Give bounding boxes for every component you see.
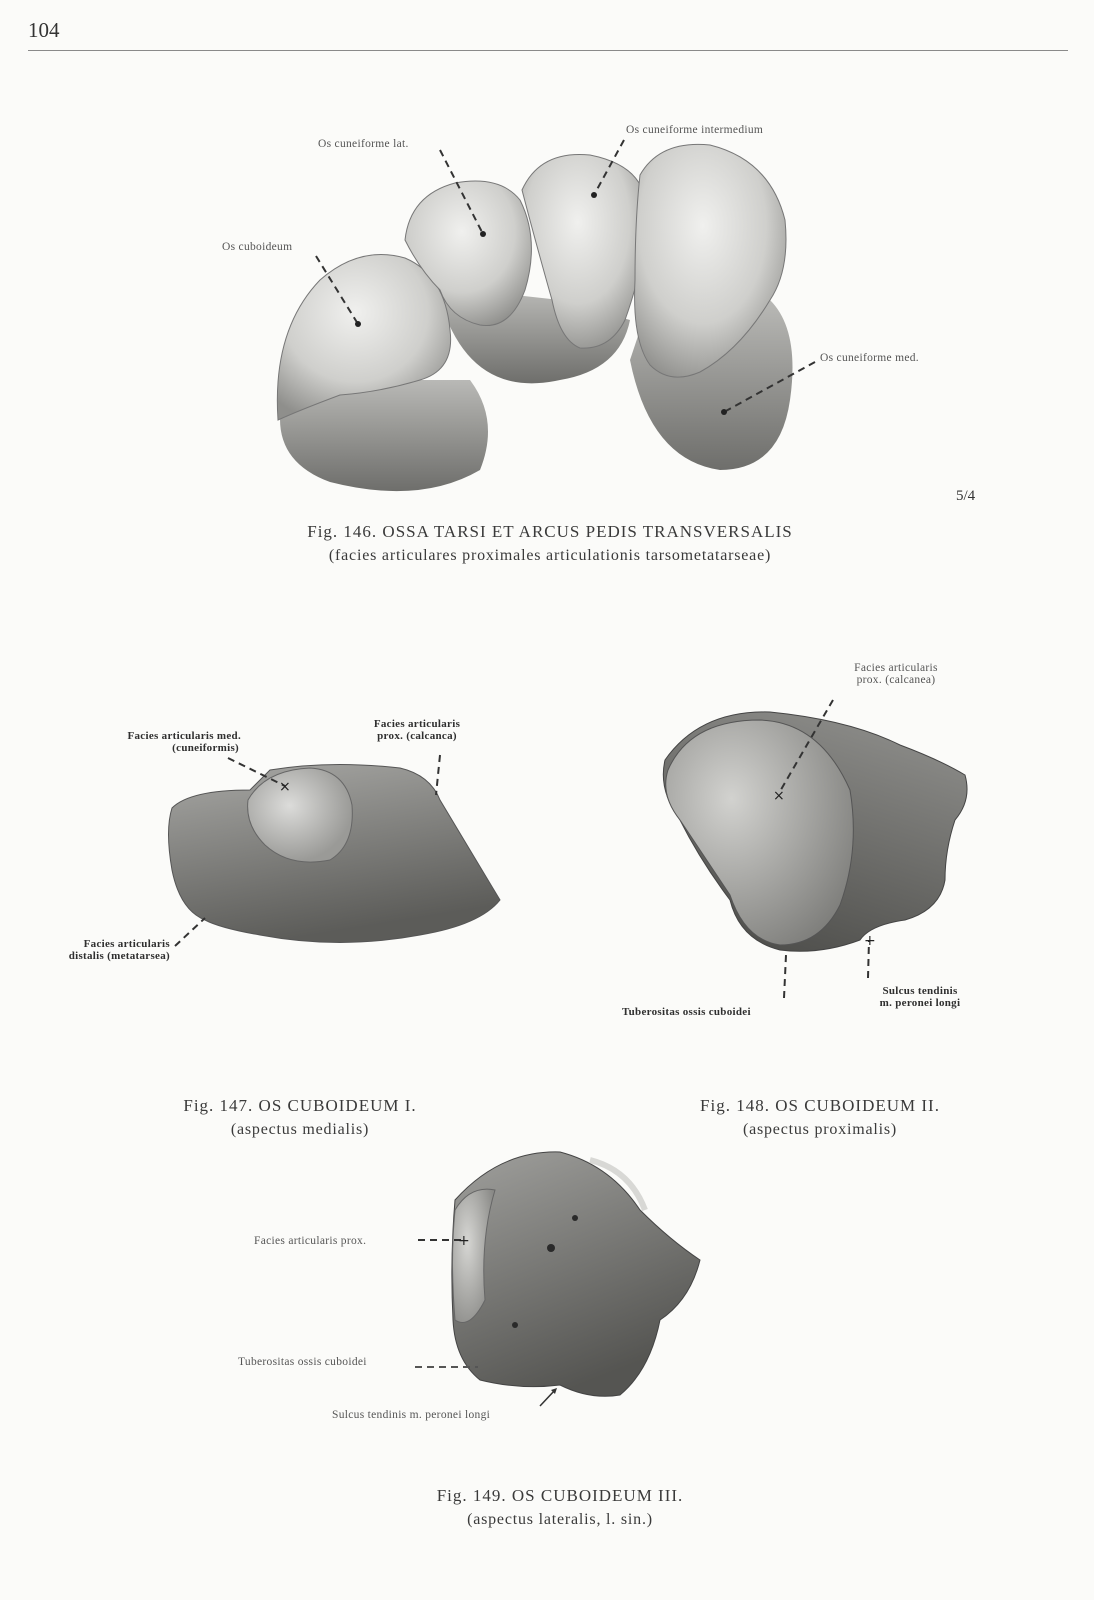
fig146-caption <box>200 520 900 568</box>
fig149-label-facies-prox: Facies articularis prox. <box>254 1235 367 1247</box>
fig147-label-facies-dist-line2: distalis (metatarsea) <box>68 950 170 962</box>
fig146-illustration <box>0 0 1094 520</box>
fig148-label-facies-prox-line1: Facies articularis <box>854 662 938 674</box>
fig148-label-tuberositas: Tuberositas ossis cuboidei <box>622 1006 751 1018</box>
fig149-label-sulcus: Sulcus tendinis m. peronei longi <box>332 1409 491 1421</box>
label-cuboideum: Os cuboideum <box>222 241 293 253</box>
fig147-label-facies-prox-line2: prox. (calcanca) <box>377 730 457 742</box>
fig149-caption <box>380 1484 740 1532</box>
fig149-caption-subtitle: (aspectus lateralis, l. sin.) <box>467 1511 653 1528</box>
fig147-caption-title: Fig. 147. OS CUBOIDEUM I. <box>183 1096 417 1115</box>
leader-facies-prox <box>436 755 440 795</box>
fig147-label-facies-prox <box>352 718 482 742</box>
fig149-label-tuberositas: Tuberositas ossis cuboidei <box>238 1356 367 1368</box>
cuboideum-iii-body <box>452 1152 700 1396</box>
leader-facies-dist <box>175 918 205 946</box>
leader-148-tuberositas <box>784 955 786 998</box>
leader-149-sulcus <box>540 1390 555 1406</box>
fig147-label-facies-dist <box>20 938 170 962</box>
fig147-caption <box>130 1094 470 1142</box>
fig148-label-sulcus-line1: Sulcus tendinis <box>882 985 958 997</box>
svg-text:×: × <box>773 788 785 804</box>
fig147-caption-subtitle: (aspectus medialis) <box>230 1121 370 1138</box>
svg-text:+: + <box>864 933 876 949</box>
fig147-label-facies-med <box>56 730 241 754</box>
fig149-caption-title: Fig. 149. OS CUBOIDEUM III. <box>436 1486 684 1505</box>
fig147-label-facies-prox-line1: Facies articularis <box>373 718 461 730</box>
fig148-label-sulcus-line2: m. peronei longi <box>879 997 961 1009</box>
svg-text:×: × <box>279 779 291 795</box>
fig148-caption-subtitle: (aspectus proximalis) <box>742 1121 898 1138</box>
label-cuneiforme-intermedium: Os cuneiforme intermedium <box>626 124 764 136</box>
scale-note: 5/4 <box>956 488 976 504</box>
fig147-label-facies-med-line1: Facies articularis med. <box>127 730 241 742</box>
fig148-label-facies-prox-line2: prox. (calcanea) <box>856 674 936 686</box>
fig148-illustration <box>540 650 1094 1030</box>
label-cuneiforme-med: Os cuneiforme med. <box>820 352 919 364</box>
fig147-label-facies-dist-line1: Facies articularis <box>83 938 170 950</box>
fig148-label-facies-prox <box>826 662 966 686</box>
fig146-caption-subtitle: (facies articulares proximales articulationis tarsometatarseae) <box>328 547 772 564</box>
fig146-caption-title: Fig. 146. OSSA TARSI ET ARCUS PEDIS TRANSVERSALIS <box>307 522 793 541</box>
fig149-illustration <box>200 1140 760 1440</box>
svg-text:+: + <box>458 1233 470 1249</box>
fig148-caption <box>645 1094 995 1142</box>
page-number: 104 <box>28 18 60 42</box>
label-cuneiforme-lat: Os cuneiforme lat. <box>318 138 409 150</box>
fig148-label-sulcus <box>855 985 985 1009</box>
fig148-caption-title: Fig. 148. OS CUBOIDEUM II. <box>700 1096 940 1115</box>
cuboideum-ii-facet <box>666 720 854 945</box>
fig147-label-facies-med-line2: (cuneiformis) <box>172 742 239 754</box>
